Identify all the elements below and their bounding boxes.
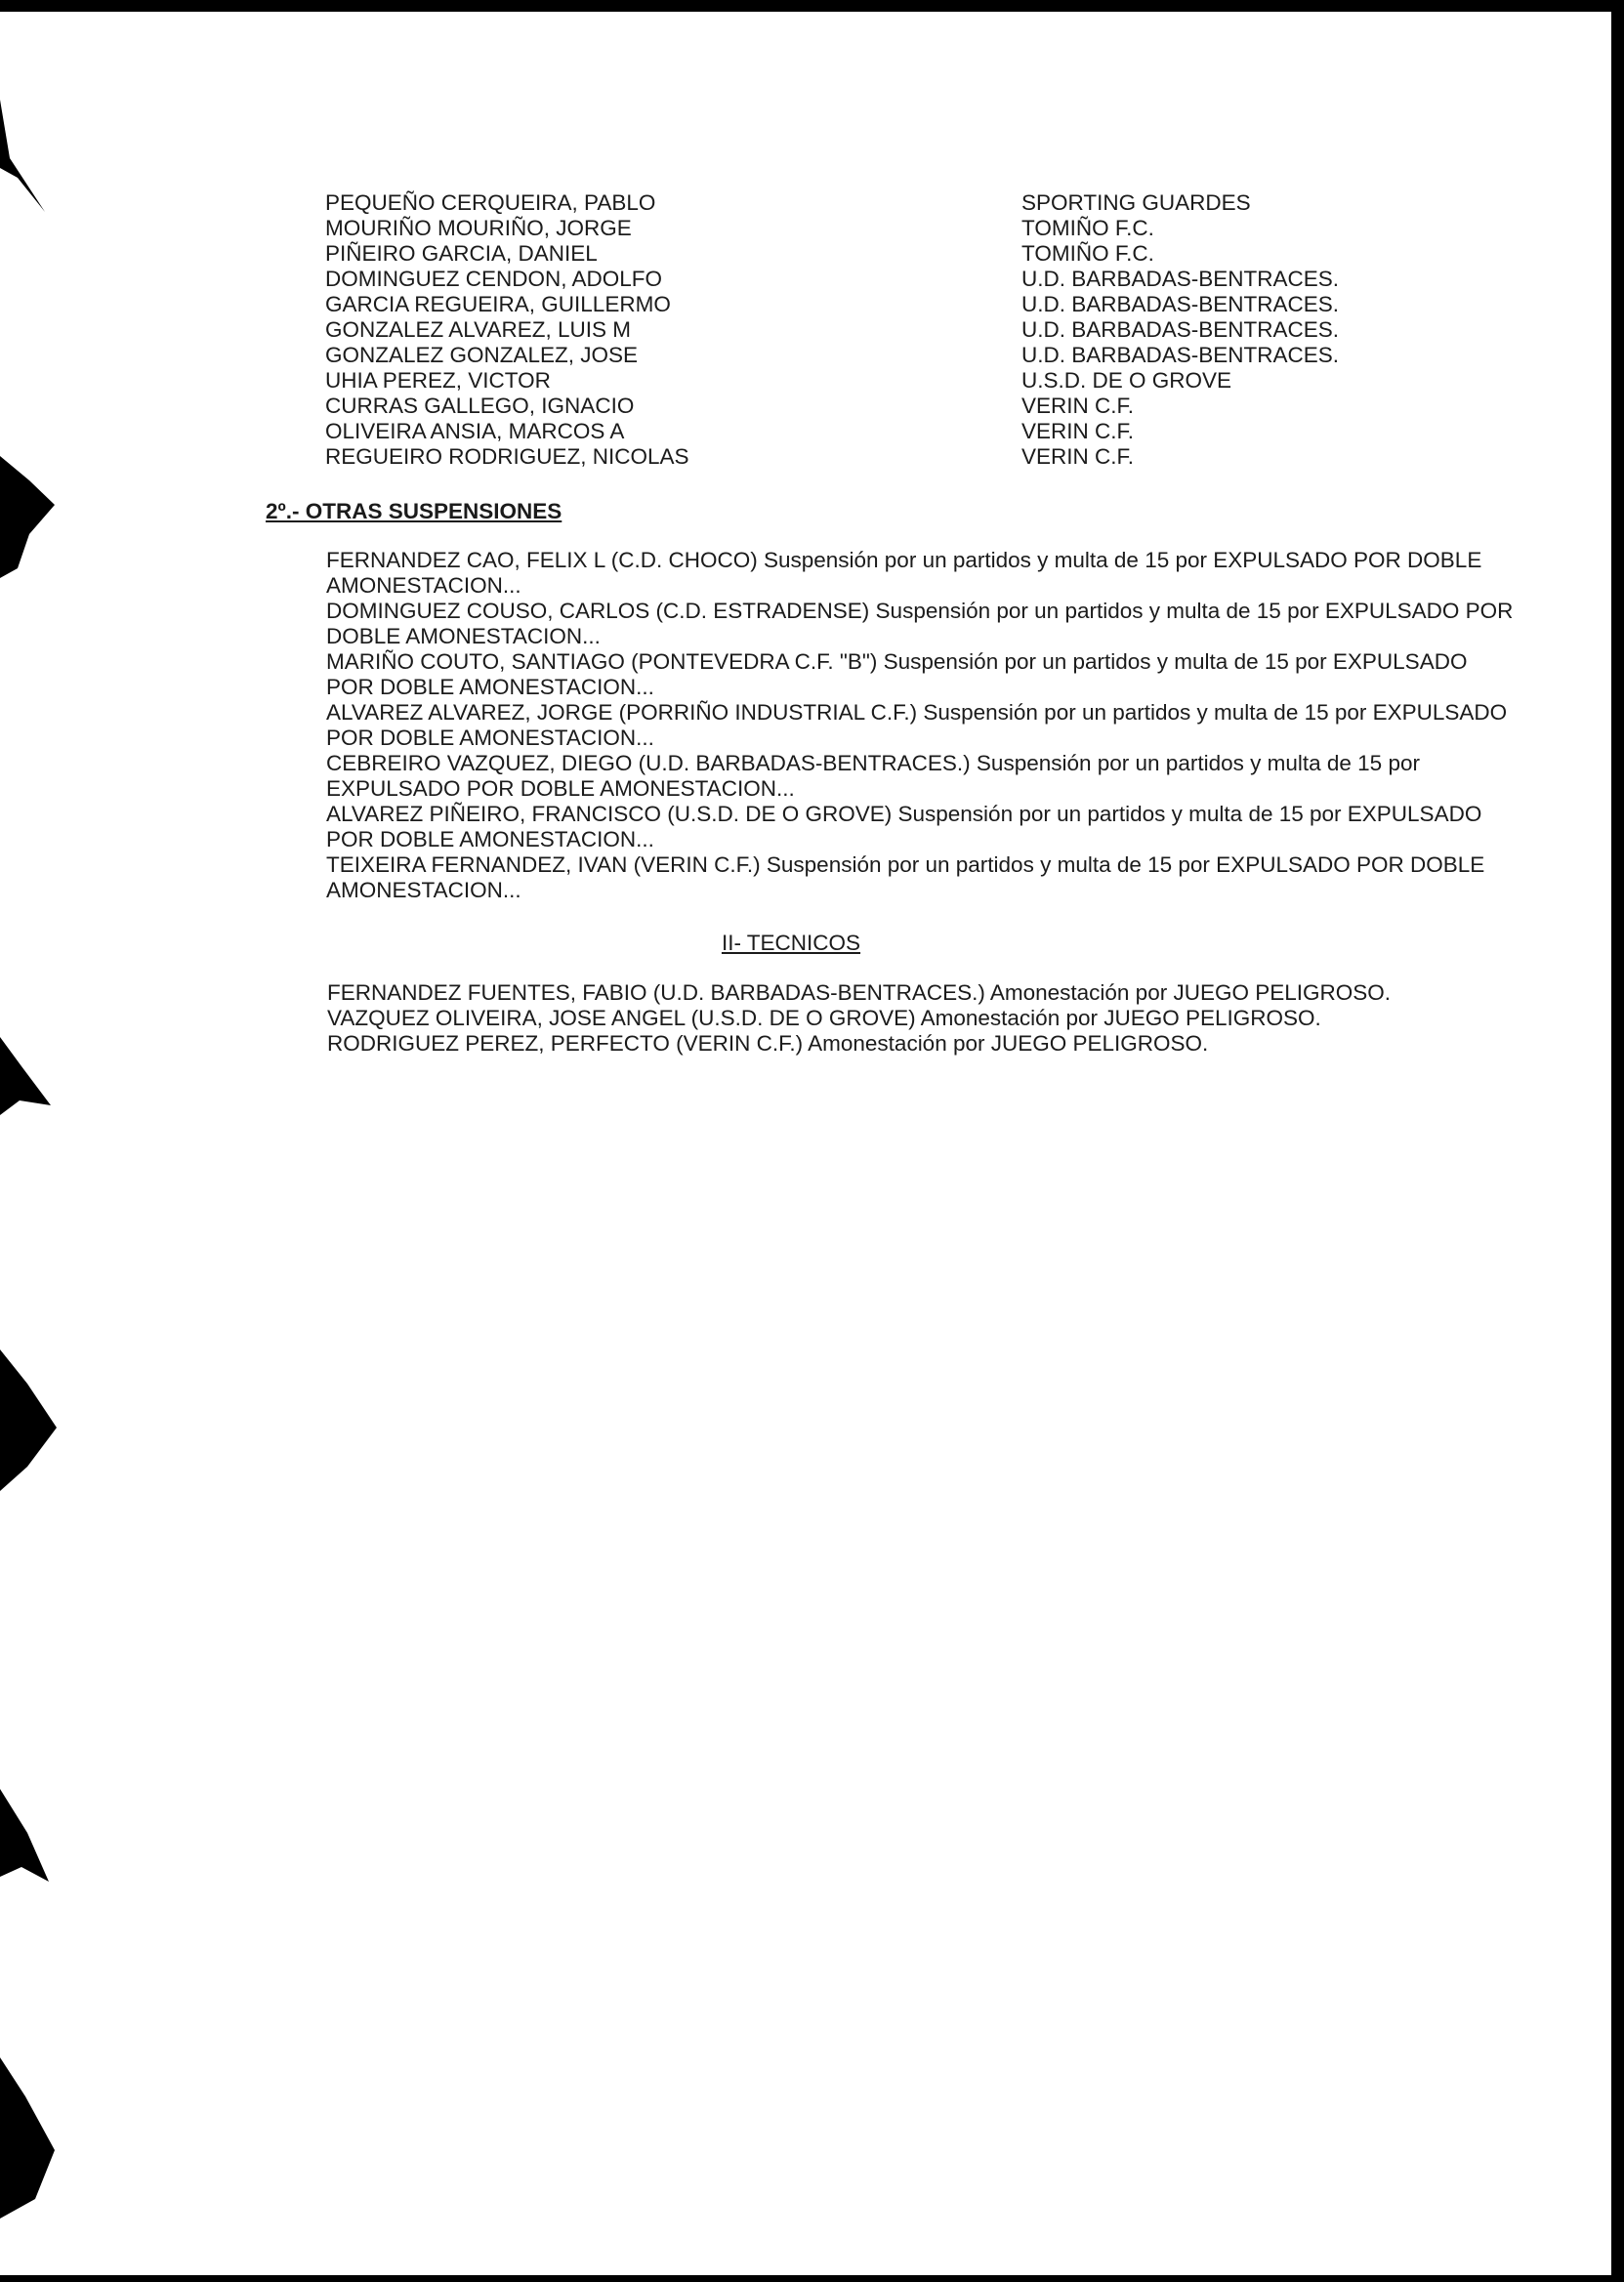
player-row — [325, 267, 1595, 292]
player-club: U.S.D. DE O GROVE — [1021, 368, 1232, 393]
player-name: DOMINGUEZ CENDON, ADOLFO — [325, 267, 663, 291]
player-club: TOMIÑO F.C. — [1021, 216, 1154, 240]
players-list — [325, 190, 1595, 470]
suspension-line: DOBLE AMONESTACION... — [326, 624, 601, 648]
player-club: TOMIÑO F.C. — [1021, 241, 1154, 266]
player-club: U.D. BARBADAS-BENTRACES. — [1021, 343, 1340, 367]
suspension-line: AMONESTACION... — [326, 573, 521, 598]
player-name: GONZALEZ GONZALEZ, JOSE — [325, 343, 639, 367]
section-title-tecnicos — [0, 931, 1582, 956]
suspension-item — [326, 599, 1527, 649]
section-title-otras-suspensiones: 2º.- OTRAS SUSPENSIONES — [266, 499, 562, 523]
suspension-line: ALVAREZ PIÑEIRO, FRANCISCO (U.S.D. DE O GROVE) Suspensión por un partidos y multa de 15 por EXPULSADO — [326, 802, 1482, 826]
suspension-item — [326, 802, 1527, 852]
player-row — [325, 444, 1595, 470]
suspension-line: POR DOBLE AMONESTACION... — [326, 726, 654, 750]
player-club: U.D. BARBADAS-BENTRACES. — [1021, 292, 1340, 316]
suspension-line: DOMINGUEZ COUSO, CARLOS (C.D. ESTRADENSE) Suspensión por un partidos y multa de 15 por EXPULSADO POR — [326, 599, 1514, 623]
tecnicos-title-text: II- TECNICOS — [721, 931, 861, 955]
suspension-line: TEIXEIRA FERNANDEZ, IVAN (VERIN C.F.) Suspensión por un partidos y multa de 15 por EXPULSADO POR DOBLE — [326, 852, 1485, 877]
scan-torn-edge — [0, 12, 59, 2275]
suspension-line: POR DOBLE AMONESTACION... — [326, 675, 654, 699]
player-name: CURRAS GALLEGO, IGNACIO — [325, 394, 635, 418]
player-name: PIÑEIRO GARCIA, DANIEL — [325, 241, 598, 266]
player-row — [325, 343, 1595, 368]
suspension-line: AMONESTACION... — [326, 878, 521, 902]
player-club: U.D. BARBADAS-BENTRACES. — [1021, 267, 1340, 291]
suspension-line: FERNANDEZ CAO, FELIX L (C.D. CHOCO) Suspensión por un partidos y multa de 15 por EXPULSADO POR DOBLE — [326, 548, 1482, 572]
player-row — [325, 368, 1595, 394]
player-name: UHIA PEREZ, VICTOR — [325, 368, 551, 393]
suspensions-list — [326, 548, 1527, 903]
suspension-line: ALVAREZ ALVAREZ, JORGE (PORRIÑO INDUSTRIAL C.F.) Suspensión por un partidos y multa de 15 por EXPULSADO — [326, 700, 1508, 725]
player-name: GARCIA REGUEIRA, GUILLERMO — [325, 292, 671, 316]
suspension-item — [326, 649, 1527, 700]
suspension-line: EXPULSADO POR DOBLE AMONESTACION... — [326, 776, 795, 801]
player-club: VERIN C.F. — [1021, 394, 1135, 418]
tecnico-item: FERNANDEZ FUENTES, FABIO (U.D. BARBADAS-BENTRACES.) Amonestación por JUEGO PELIGROSO. — [327, 980, 1391, 1005]
player-name: REGUEIRO RODRIGUEZ, NICOLAS — [325, 444, 689, 469]
player-club: SPORTING GUARDES — [1021, 190, 1251, 215]
suspension-item — [326, 548, 1527, 599]
player-row — [325, 292, 1595, 317]
suspension-item — [326, 852, 1527, 903]
player-row — [325, 216, 1595, 241]
player-row — [325, 419, 1595, 444]
player-club: U.D. BARBADAS-BENTRACES. — [1021, 317, 1340, 342]
tecnico-item: RODRIGUEZ PEREZ, PERFECTO (VERIN C.F.) Amonestación por JUEGO PELIGROSO. — [327, 1031, 1209, 1056]
player-name: PEQUEÑO CERQUEIRA, PABLO — [325, 190, 656, 215]
suspension-item — [326, 751, 1527, 802]
player-club: VERIN C.F. — [1021, 444, 1135, 469]
tecnico-item: VAZQUEZ OLIVEIRA, JOSE ANGEL (U.S.D. DE O GROVE) Amonestación por JUEGO PELIGROSO. — [327, 1006, 1321, 1030]
player-club: VERIN C.F. — [1021, 419, 1135, 443]
player-row — [325, 241, 1595, 267]
suspension-line: POR DOBLE AMONESTACION... — [326, 827, 654, 851]
player-row — [325, 317, 1595, 343]
player-row — [325, 394, 1595, 419]
player-name: GONZALEZ ALVAREZ, LUIS M — [325, 317, 631, 342]
suspension-line: CEBREIRO VAZQUEZ, DIEGO (U.D. BARBADAS-BENTRACES.) Suspensión por un partidos y multa de 15 por — [326, 751, 1420, 775]
player-row — [325, 190, 1595, 216]
suspension-item — [326, 700, 1527, 751]
suspension-line: MARIÑO COUTO, SANTIAGO (PONTEVEDRA C.F. "B") Suspensión por un partidos y multa de 15 por EXPULSADO — [326, 649, 1468, 674]
player-name: MOURIÑO MOURIÑO, JORGE — [325, 216, 632, 240]
tecnicos-list — [327, 980, 1548, 1057]
player-name: OLIVEIRA ANSIA, MARCOS A — [325, 419, 625, 443]
